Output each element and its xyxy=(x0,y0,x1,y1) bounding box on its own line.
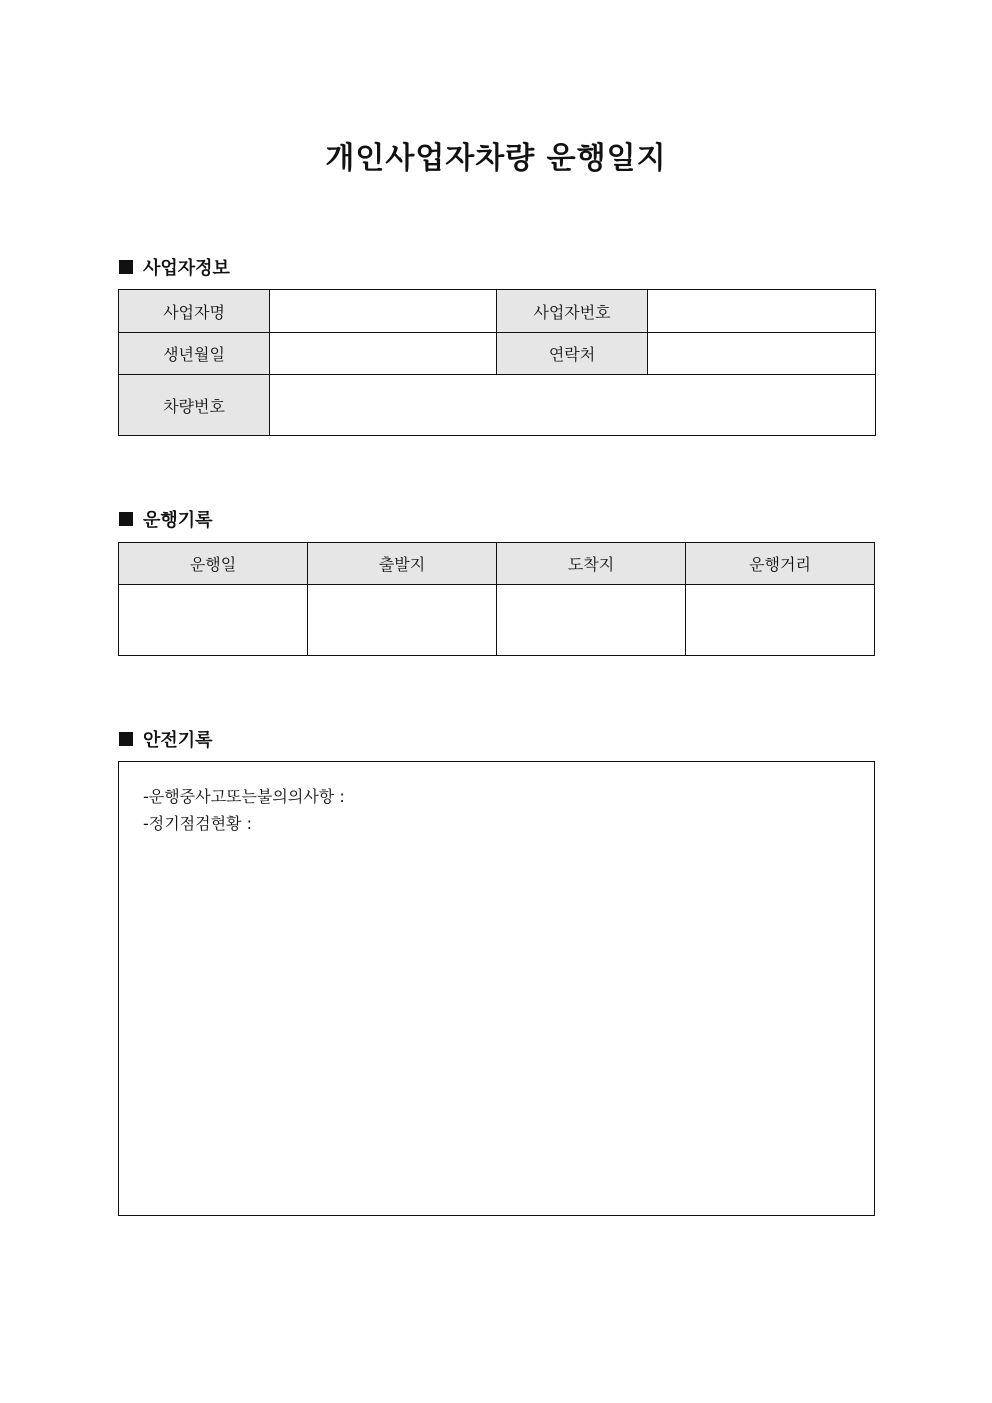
business-number-field[interactable] xyxy=(648,290,876,333)
trip-log-table xyxy=(118,542,875,656)
safety-log-box[interactable] xyxy=(118,761,875,1216)
square-bullet-icon xyxy=(119,260,133,274)
trip-departure-field[interactable] xyxy=(308,585,497,656)
section-heading-trip-log xyxy=(119,506,213,532)
trip-distance-field[interactable] xyxy=(686,585,875,656)
column-header-distance: 운행거리 xyxy=(686,543,875,585)
business-name-label: 사업자명 xyxy=(119,290,270,333)
column-header-date: 운행일 xyxy=(119,543,308,585)
birthdate-field[interactable] xyxy=(270,333,497,375)
column-header-departure: 출발지 xyxy=(308,543,497,585)
table-row xyxy=(119,290,876,333)
business-name-field[interactable] xyxy=(270,290,497,333)
table-row xyxy=(119,375,876,436)
business-number-label: 사업자번호 xyxy=(497,290,648,333)
section-heading-safety-log xyxy=(119,726,213,752)
business-info-table xyxy=(118,289,876,436)
contact-field[interactable] xyxy=(648,333,876,375)
inspection-status-line: -정기점검현황 : xyxy=(143,814,252,833)
column-header-arrival: 도착지 xyxy=(497,543,686,585)
accident-notes-line: -운행중사고또는불의의사항 : xyxy=(143,787,345,806)
page-title: 개인사업자차량 운행일지 xyxy=(325,141,667,176)
vehicle-number-field[interactable] xyxy=(270,375,876,436)
section-heading-business-info xyxy=(119,254,230,280)
table-row xyxy=(119,585,875,656)
birthdate-label: 생년월일 xyxy=(119,333,270,375)
table-row xyxy=(119,333,876,375)
trip-arrival-field[interactable] xyxy=(497,585,686,656)
table-header-row xyxy=(119,543,875,585)
section-title: 운행기록 xyxy=(143,510,213,531)
section-title: 사업자정보 xyxy=(143,258,230,279)
trip-date-field[interactable] xyxy=(119,585,308,656)
contact-label: 연락처 xyxy=(497,333,648,375)
square-bullet-icon xyxy=(119,732,133,746)
vehicle-number-label: 차량번호 xyxy=(119,375,270,436)
square-bullet-icon xyxy=(119,512,133,526)
section-title: 안전기록 xyxy=(143,730,213,751)
